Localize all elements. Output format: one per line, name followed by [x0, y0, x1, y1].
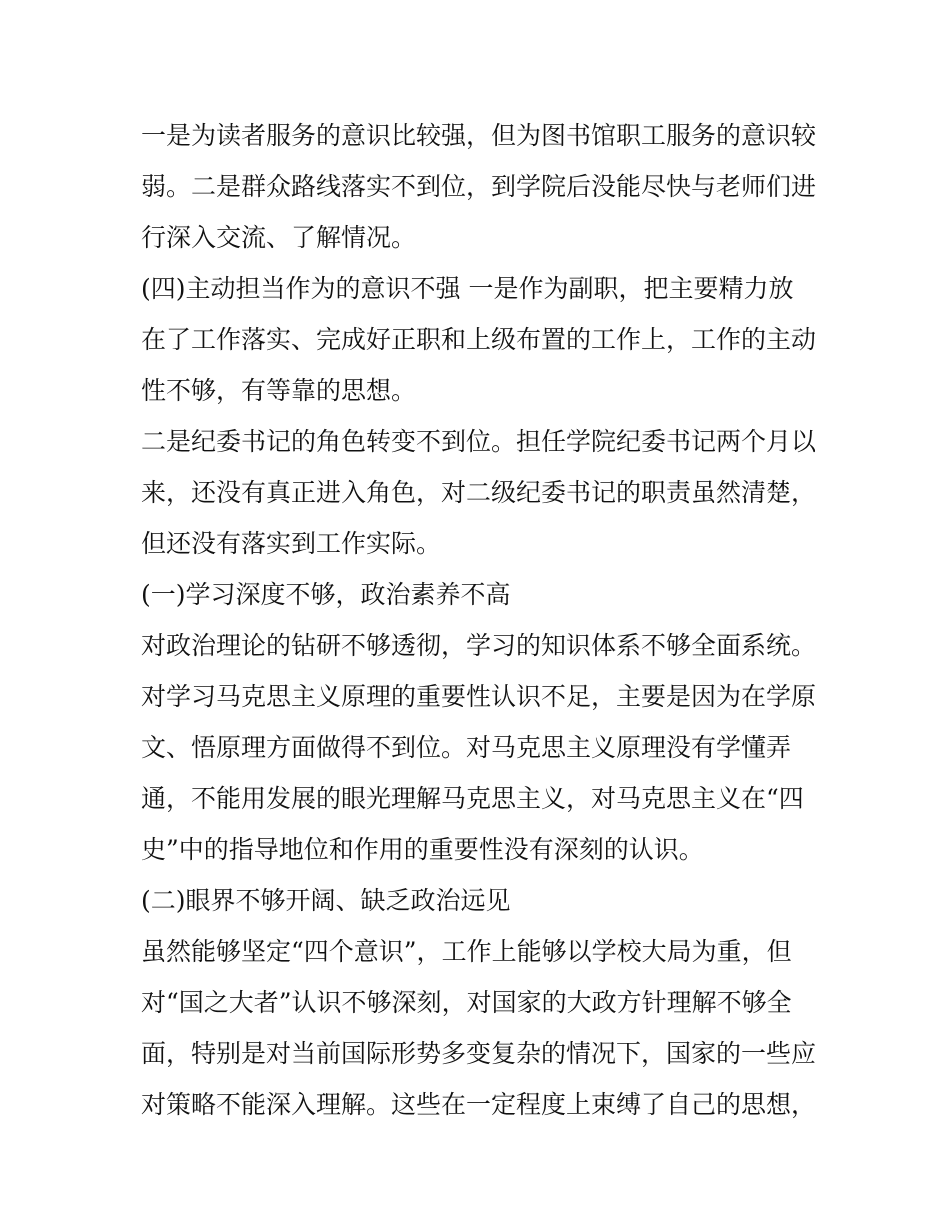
text-line: 面，特别是对当前国际形势多变复杂的情况下，国家的一些应 — [141, 1039, 817, 1068]
text-line: 一是为读者服务的意识比较强，但为图书馆职工服务的意识较 — [141, 121, 817, 150]
text-line: 行深入交流、了解情况。 — [141, 223, 417, 252]
document-body — [141, 110, 821, 1130]
text-line: 对策略不能深入理解。这些在一定程度上束缚了自己的思想， — [141, 1090, 817, 1119]
text-line: 性不够，有等靠的思想。 — [141, 376, 417, 405]
section-heading: (四)主动担当作为的意识不强 一是作为副职，把主要精力放 — [141, 274, 794, 303]
text-line: 但还没有落实到工作实际。 — [141, 529, 442, 558]
text-line: 通，不能用发展的眼光理解马克思主义，对马克思主义在“四 — [141, 784, 804, 813]
text-line: 史”中的指导地位和作用的重要性没有深刻的认识。 — [141, 835, 704, 864]
text-line: 对“国之大者”认识不够深刻，对国家的大政方针理解不够全 — [141, 988, 792, 1017]
text-line: 对政治理论的钻研不够透彻，学习的知识体系不够全面系统。 — [141, 631, 817, 660]
text-line: 在了工作落实、完成好正职和上级布置的工作上，工作的主动 — [141, 325, 817, 354]
text-line: 文、悟原理方面做得不到位。对马克思主义原理没有学懂弄 — [141, 733, 792, 762]
text-line: 对学习马克思主义原理的重要性认识不足，主要是因为在学原 — [141, 682, 817, 711]
section-heading: (二)眼界不够开阔、缺乏政治远见 — [141, 886, 511, 915]
text-line: 二是纪委书记的角色转变不到位。担任学院纪委书记两个月以 — [141, 427, 817, 456]
section-heading: (一)学习深度不够，政治素养不高 — [141, 580, 511, 609]
text-line: 弱。二是群众路线落实不到位，到学院后没能尽快与老师们进 — [141, 172, 817, 201]
text-line: 来，还没有真正进入角色，对二级纪委书记的职责虽然清楚， — [141, 478, 817, 507]
text-line: 虽然能够坚定“四个意识”，工作上能够以学校大局为重，但 — [141, 937, 792, 966]
